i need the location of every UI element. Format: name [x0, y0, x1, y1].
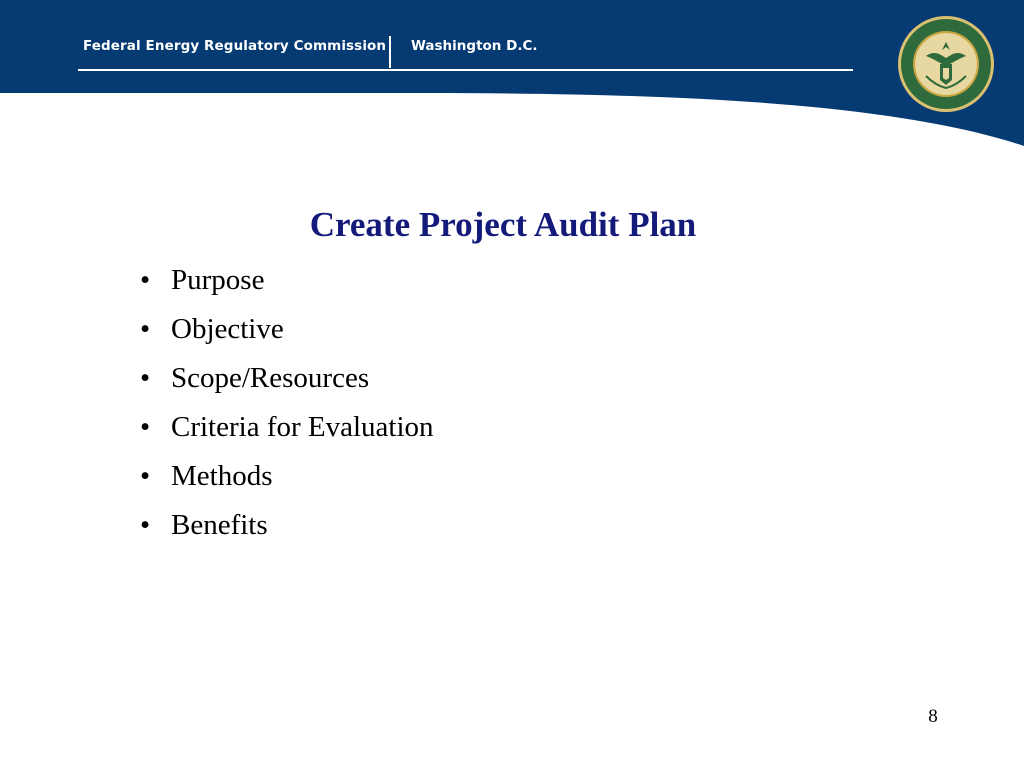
slide-title: Create Project Audit Plan — [309, 205, 697, 244]
bullet-item-benefits — [140, 503, 434, 552]
bullet-item-scope-resources — [140, 356, 434, 405]
bullet-text: Methods — [171, 460, 273, 492]
bullet-item-criteria — [140, 405, 434, 454]
bullet-text: Objective — [171, 313, 284, 345]
organization-name: Federal Energy Regulatory Commission — [83, 38, 387, 54]
location-label: Washington D.C. — [411, 38, 538, 54]
header-divider — [389, 36, 391, 68]
bullet-item-objective — [140, 307, 434, 356]
bullet-dot: • — [140, 509, 151, 541]
bullet-dot: • — [140, 313, 151, 345]
header-banner — [0, 0, 1024, 150]
bullet-text: Purpose — [171, 264, 265, 296]
header-rule — [78, 69, 853, 71]
bullet-list — [140, 258, 434, 552]
bullet-dot: • — [140, 264, 151, 296]
bullet-dot: • — [140, 362, 151, 394]
bullet-text: Benefits — [171, 509, 268, 541]
bullet-dot: • — [140, 411, 151, 443]
bullet-text: Scope/Resources — [171, 362, 370, 394]
bullet-text: Criteria for Evaluation — [171, 411, 434, 443]
bullet-dot: • — [140, 460, 151, 492]
bullet-item-purpose — [140, 258, 434, 307]
ferc-seal-icon — [896, 14, 996, 114]
bullet-item-methods — [140, 454, 434, 503]
page-number: 8 — [928, 706, 938, 727]
